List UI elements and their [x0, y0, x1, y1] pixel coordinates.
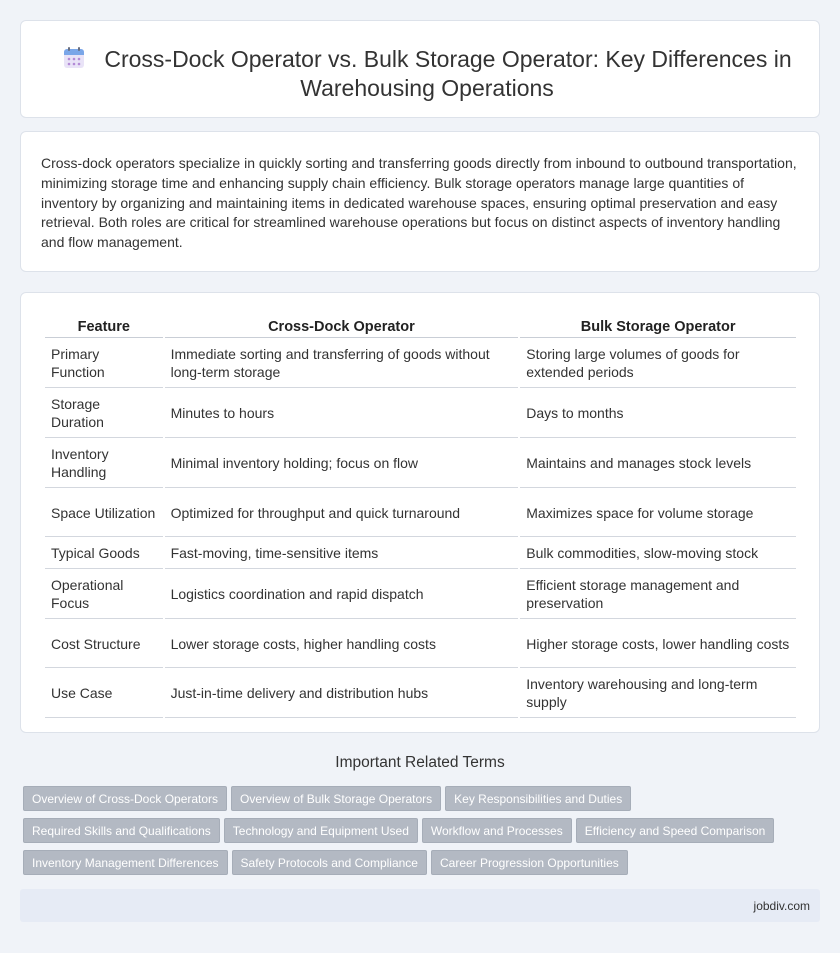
page-title [45, 45, 809, 103]
feature-cell: Operational Focus [45, 569, 163, 619]
related-terms-list [23, 786, 803, 882]
related-term-tag[interactable]: Workflow and Processes [422, 818, 572, 843]
bulk-storage-cell: Days to months [520, 388, 796, 438]
cross-dock-cell: Minutes to hours [165, 388, 519, 438]
feature-cell: Storage Duration [45, 388, 163, 438]
related-term-tag[interactable]: Overview of Bulk Storage Operators [231, 786, 441, 811]
table-row [45, 668, 796, 718]
feature-cell: Typical Goods [45, 537, 163, 569]
feature-cell: Cost Structure [45, 619, 163, 668]
table-header-row [45, 314, 796, 338]
table-row [45, 569, 796, 619]
bulk-storage-cell: Efficient storage management and preservation [520, 569, 796, 619]
cross-dock-cell: Just-in-time delivery and distribution hubs [165, 668, 519, 718]
bulk-storage-cell: Bulk commodities, slow-moving stock [520, 537, 796, 569]
calendar-icon [62, 46, 86, 70]
related-term-tag[interactable]: Inventory Management Differences [23, 850, 228, 875]
feature-cell: Primary Function [45, 338, 163, 388]
intro-paragraph: Cross-dock operators specialize in quickly sorting and transferring goods directly from inbound to outbound transportation, minimizing storage time and enhancing supply chain efficiency. Bulk storage operators manage large quantities of inventory by organizing and maintaining items in dedicated warehouse spaces, ensuring optimal preservation and easy retrieval. Both roles are critical for streamlined warehouse operations but focus on distinct aspects of inventory handling and flow management. [41, 155, 797, 251]
footer-bar [20, 889, 820, 922]
tag-row [23, 818, 803, 850]
table-row [45, 537, 796, 569]
bulk-storage-cell: Inventory warehousing and long-term supply [520, 668, 796, 718]
feature-cell: Use Case [45, 668, 163, 718]
bulk-storage-cell: Higher storage costs, lower handling costs [520, 619, 796, 668]
table-row [45, 338, 796, 388]
cross-dock-cell: Optimized for throughput and quick turnaround [165, 488, 519, 537]
bulk-storage-cell: Maintains and manages stock levels [520, 438, 796, 488]
header-feature: Feature [45, 314, 163, 338]
related-term-tag[interactable]: Career Progression Opportunities [431, 850, 628, 875]
header-cross-dock: Cross-Dock Operator [165, 314, 519, 338]
cross-dock-cell: Immediate sorting and transferring of goods without long-term storage [165, 338, 519, 388]
tag-row [23, 786, 803, 818]
comparison-card [20, 292, 820, 733]
footer-site-link[interactable]: jobdiv.com [753, 899, 810, 913]
related-term-tag[interactable]: Key Responsibilities and Duties [445, 786, 631, 811]
bulk-storage-cell: Storing large volumes of goods for extended periods [520, 338, 796, 388]
tag-row [23, 850, 803, 882]
header-card [20, 20, 820, 118]
cross-dock-cell: Minimal inventory holding; focus on flow [165, 438, 519, 488]
header-bulk-storage: Bulk Storage Operator [520, 314, 796, 338]
feature-cell: Inventory Handling [45, 438, 163, 488]
related-term-tag[interactable]: Safety Protocols and Compliance [232, 850, 427, 875]
cross-dock-cell: Fast-moving, time-sensitive items [165, 537, 519, 569]
bulk-storage-cell: Maximizes space for volume storage [520, 488, 796, 537]
table-row [45, 488, 796, 537]
related-term-tag[interactable]: Efficiency and Speed Comparison [576, 818, 775, 843]
related-term-tag[interactable]: Overview of Cross-Dock Operators [23, 786, 227, 811]
feature-cell: Space Utilization [45, 488, 163, 537]
cross-dock-cell: Lower storage costs, higher handling costs [165, 619, 519, 668]
related-terms-heading: Important Related Terms [335, 754, 505, 771]
related-term-tag[interactable]: Required Skills and Qualifications [23, 818, 220, 843]
intro-card [20, 131, 820, 272]
cross-dock-cell: Logistics coordination and rapid dispatch [165, 569, 519, 619]
related-term-tag[interactable]: Technology and Equipment Used [224, 818, 418, 843]
comparison-table [43, 314, 798, 718]
page-title-text: Cross-Dock Operator vs. Bulk Storage Operator: Key Differences in Warehousing Operations [104, 46, 792, 101]
table-row [45, 619, 796, 668]
table-row [45, 438, 796, 488]
table-row [45, 388, 796, 438]
